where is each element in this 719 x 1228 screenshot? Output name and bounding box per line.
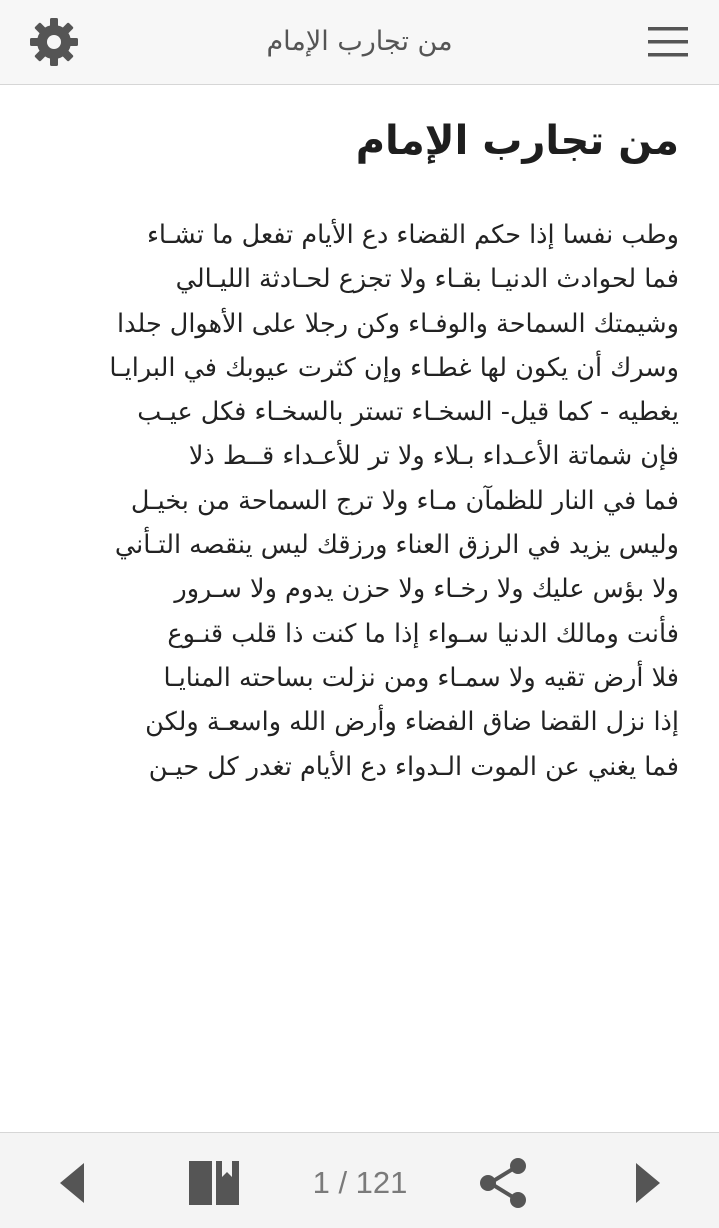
poem-line: فلا أرض تقيه ولا سمـاء ومن نزلت بساحته المنايـا xyxy=(163,662,679,693)
page-title: من تجارب الإمام xyxy=(266,26,453,57)
poem-line: فإن شماتة الأعـداء بـلاء ولا تر للأعـداء قــط ذلا xyxy=(188,441,679,472)
poem-line: فما يغني عن الموت الـدواء دع الأيام تغدر كل حيـن xyxy=(148,751,679,782)
poem-line: إذا نزل القضا ضاق الفضاء وأرض الله واسعـة ولكن xyxy=(145,707,679,738)
book-bookmark-icon xyxy=(186,1157,242,1209)
poem-line: يغطيه - كما قيل- السخـاء تستر بالسخـاء فكل عيـب xyxy=(137,397,679,428)
poem-line: وليس يزيد في الرزق العناء ورزقك ليس ينقصه التـأني xyxy=(114,530,679,561)
page-indicator: 1 / 121 xyxy=(312,1165,408,1200)
triangle-right-icon xyxy=(628,1159,668,1207)
settings-button[interactable] xyxy=(26,14,82,70)
reading-content xyxy=(0,85,719,1131)
share-button[interactable] xyxy=(476,1155,532,1211)
next-page-button[interactable] xyxy=(620,1155,676,1211)
poem-line: ولا بؤس عليك ولا رخـاء ولا حزن يدوم ولا سـرور xyxy=(174,574,679,605)
gear-icon xyxy=(28,16,80,68)
poem-line: وشيمتك السماحة والوفـاء وكن رجلا على الأهوال جلدا xyxy=(117,308,679,339)
share-icon xyxy=(476,1155,532,1211)
poem-line: فما لحوادث الدنيـا بقـاء ولا تجزع لحـادثة الليـالي xyxy=(175,264,679,295)
poem-line: وطب نفسا إذا حكم القضاء دع الأيام تفعل ما تشـاء xyxy=(146,220,679,250)
top-app-bar xyxy=(0,0,719,85)
poem-text xyxy=(39,213,679,789)
poem-line: وسرك أن يكون لها غطـاء وإن كثرت عيوبك في البرايـا xyxy=(109,352,679,383)
article-title: من تجارب الإمام xyxy=(355,118,679,164)
bookmarks-button[interactable] xyxy=(186,1155,242,1211)
hamburger-menu-icon xyxy=(646,25,690,59)
triangle-left-icon xyxy=(52,1159,92,1207)
menu-button[interactable] xyxy=(640,14,696,70)
poem-line: فما في النار للظمآن مـاء ولا ترج السماحة من بخيـل xyxy=(130,485,679,516)
poem-line: فأنت ومالك الدنيا سـواء إذا ما كنت ذا قلب قنـوع xyxy=(167,618,679,649)
previous-page-button[interactable] xyxy=(44,1155,100,1211)
bottom-navigation-bar xyxy=(0,1132,719,1228)
